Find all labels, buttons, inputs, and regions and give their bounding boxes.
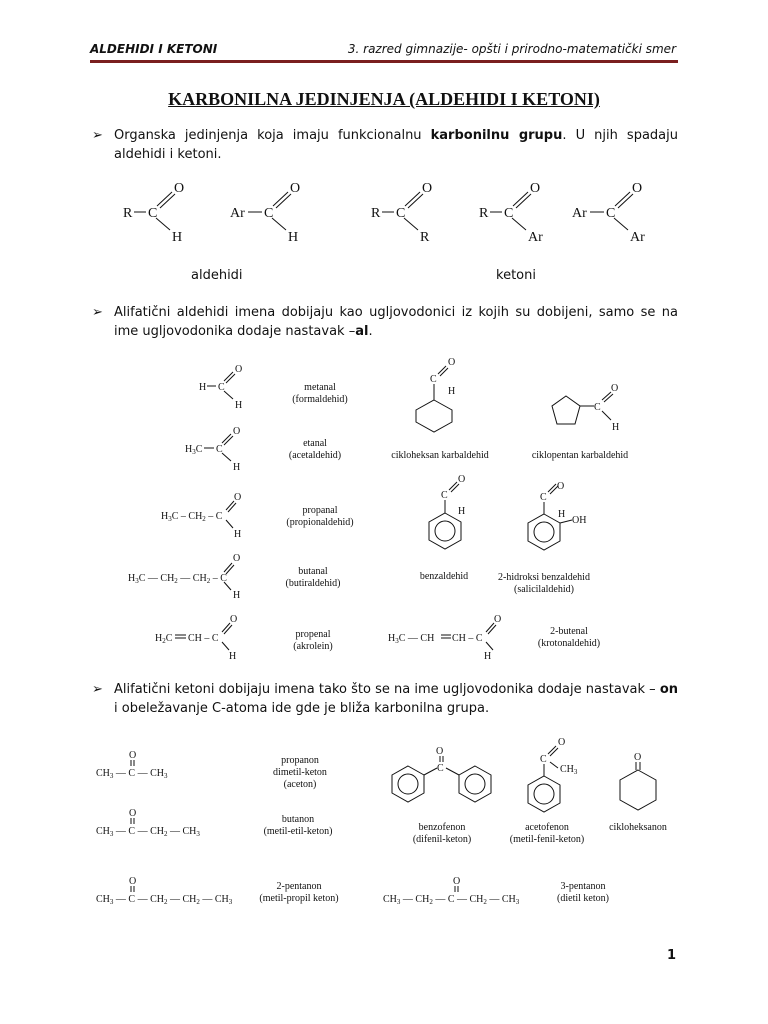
name-2-pentanon: 2-pentanon (metil-propil keton) <box>259 881 339 904</box>
svg-text:O: O <box>494 614 502 625</box>
svg-text:CH3: $CH_3$ <box>560 764 578 776</box>
svg-text:C: C <box>606 206 616 221</box>
formula-propanon <box>96 750 168 780</box>
name-ciklopentan-karbaldehid: ciklopentan karbaldehid <box>531 450 629 461</box>
svg-text:H: H <box>229 651 237 662</box>
svg-text:O: O <box>290 181 301 196</box>
header-right: 3. razred gimnazije- opšti i prirodno-matematički smer <box>347 42 676 56</box>
svg-text:C: C <box>216 444 223 455</box>
svg-text:C: C <box>594 402 601 413</box>
svg-text:O: O <box>129 808 137 819</box>
svg-text:H: H <box>234 529 242 540</box>
formula-cikloheksan-karbaldehid <box>416 357 455 432</box>
svg-text:Ar: Ar <box>528 230 543 245</box>
svg-text:O: O <box>233 553 241 564</box>
name-propenal: propenal (akrolein) <box>293 629 333 652</box>
aldehyde-rule-paragraph: ➢ Alifatični aldehidi imena dobijaju kao ugljovodonici iz kojih su dobijeni, samo se na ime ugljovodonika dodaje nastavak –al. <box>92 305 678 339</box>
svg-text:Ar: Ar <box>630 230 645 245</box>
svg-text:H: H <box>448 386 456 397</box>
name-2-butenal: 2-butenal (krotonaldehid) <box>537 626 601 649</box>
svg-text:Ar: Ar <box>230 206 245 221</box>
svg-text:R: R <box>479 206 489 221</box>
svg-text:C: C <box>148 206 158 221</box>
formula-ciklopentan-karbaldehid <box>552 383 619 433</box>
formula-butanal <box>128 553 240 601</box>
svg-text:O: O <box>458 474 466 485</box>
name-metanal: metanal (formaldehid) <box>292 382 348 405</box>
svg-text:Ar: Ar <box>572 206 587 221</box>
name-butanal: butanal (butiraldehid) <box>285 566 341 589</box>
svg-text:C: C <box>540 492 547 503</box>
intro-paragraph: ➢ Organska jedinjenja koja imaju funkcionalnu karbonilnu grupu. U njih spadaju aldehidi i ketoni. <box>92 128 678 162</box>
bullet-arrow-icon: ➢ <box>92 682 103 697</box>
name-cikloheksanon: cikloheksanon <box>609 822 667 833</box>
svg-text:C: C <box>504 206 514 221</box>
general-aldehyde-r <box>123 181 184 245</box>
svg-text:R: R <box>420 230 430 245</box>
svg-text:O: O <box>230 614 238 625</box>
svg-text:O: O <box>129 750 137 761</box>
svg-text:H3C – CH2 – C: $H_3C - CH_2$ – C <box>161 511 223 523</box>
svg-text:H: H <box>172 230 183 245</box>
svg-text:C: C <box>441 490 448 501</box>
svg-text:O: O <box>129 876 137 887</box>
page-title: KARBONILNA JEDINJENJA (ALDEHIDI I KETONI) <box>168 89 600 109</box>
formula-butanon <box>96 808 200 838</box>
svg-text:O: O <box>234 492 242 503</box>
formula-cikloheksanon <box>620 752 656 810</box>
label-aldehidi: aldehidi <box>191 268 243 283</box>
name-benzaldehid: benzaldehid <box>419 571 469 582</box>
svg-text:C: C <box>396 206 406 221</box>
page-number: 1 <box>667 948 677 963</box>
name-3-pentanon: 3-pentanon (dietil keton) <box>557 881 609 904</box>
formula-2-butenal <box>388 614 501 662</box>
general-ketone-arar <box>572 181 645 245</box>
svg-text:CH3 — C — CH2 — CH3: $CH_3$ — C — $CH_2$ — $CH_3$ <box>96 826 200 838</box>
ketone-rule-paragraph: ➢ Alifatični ketoni dobijaju imena tako što se na ime ugljovodonika dodaje nastavak – on i obeležavanje C-atoma ide gde je bliža karbonilna grupa. <box>92 682 678 716</box>
name-acetofenon: acetofenon (metil-fenil-keton) <box>509 822 585 845</box>
formula-propenal <box>155 614 237 662</box>
svg-text:R: R <box>371 206 381 221</box>
svg-text:CH3 — CH2 — C — CH2 — CH3: $CH_3$ — $CH_2$ — C — $CH_2$ — $CH_3$ <box>383 894 520 906</box>
svg-text:O: O <box>436 746 444 757</box>
name-salicilaldehid: 2-hidroksi benzaldehid (salicilaldehid) <box>498 572 590 595</box>
bullet-arrow-icon: ➢ <box>92 305 103 320</box>
formula-salicilaldehid <box>528 481 586 550</box>
svg-text:O: O <box>632 181 643 196</box>
svg-text:C: C <box>218 382 225 393</box>
formula-3-pentanon <box>383 876 520 906</box>
svg-text:C: C <box>264 206 274 221</box>
svg-text:O: O <box>611 383 619 394</box>
svg-text:H: H <box>235 400 243 411</box>
name-cikloheksan-karbaldehid: cikloheksan karbaldehid <box>391 450 489 461</box>
svg-text:CH3 — C — CH3: $CH_3$ — C — $CH_3$ <box>96 768 168 780</box>
svg-text:H: H <box>288 230 299 245</box>
formula-2-pentanon <box>96 876 233 906</box>
svg-text:OH: OH <box>572 515 587 526</box>
name-butanon: butanon (metil-etil-keton) <box>263 814 333 837</box>
general-ketone-rr <box>371 181 432 245</box>
svg-text:H: H <box>233 462 241 473</box>
svg-text:C: C <box>540 754 547 765</box>
svg-text:C: C <box>430 374 437 385</box>
svg-text:CH3 — C — CH2 — CH2 — CH3: $CH_3$ — C — $CH_2$ — $CH_2$ — $CH_3$ <box>96 894 233 906</box>
name-benzofenon: benzofenon (difenil-keton) <box>412 822 472 845</box>
svg-text:H: H <box>612 422 620 433</box>
label-ketoni: ketoni <box>496 268 536 283</box>
svg-text:H: H <box>558 509 566 520</box>
formula-acetofenon <box>528 737 578 812</box>
header-left: ALDEHIDI I KETONI <box>90 42 218 56</box>
general-ketone-rar <box>479 181 543 245</box>
name-etanal: etanal (acetaldehid) <box>288 438 342 461</box>
svg-text:H3C: $H_3C$ <box>185 444 203 456</box>
svg-text:H: H <box>458 506 466 517</box>
svg-text:H: H <box>233 590 241 601</box>
svg-text:O: O <box>634 752 642 763</box>
svg-text:H: H <box>199 382 207 393</box>
formula-etanal <box>185 426 240 473</box>
svg-text:O: O <box>557 481 565 492</box>
svg-text:H3C — CH2 — CH2 – C: $H_3C$ — $CH_2$ — $CH_2$ – C <box>128 573 227 585</box>
formula-benzofenon <box>392 746 491 802</box>
name-propanal: propanal (propionaldehid) <box>286 505 354 528</box>
svg-text:O: O <box>422 181 433 196</box>
svg-text:O: O <box>233 426 241 437</box>
svg-text:O: O <box>174 181 185 196</box>
bullet-arrow-icon: ➢ <box>92 128 103 143</box>
svg-text:C: C <box>437 763 444 774</box>
formula-metanal <box>199 364 242 411</box>
svg-text:H2C: $H_2C$ <box>155 633 173 645</box>
svg-text:CH – C: CH – C <box>188 633 219 644</box>
formula-benzaldehid <box>429 474 465 549</box>
svg-text:O: O <box>558 737 566 748</box>
svg-text:O: O <box>453 876 461 887</box>
svg-text:R: R <box>123 206 133 221</box>
svg-text:H: H <box>484 651 492 662</box>
svg-text:H3C — CH: $H_3C$ — CH <box>388 633 435 645</box>
name-propanon: propanon dimetil-keton (aceton) <box>273 755 327 790</box>
svg-text:CH – C: CH – C <box>452 633 483 644</box>
svg-text:O: O <box>235 364 243 375</box>
formula-propanal <box>161 492 241 540</box>
svg-text:O: O <box>530 181 541 196</box>
svg-text:O: O <box>448 357 456 368</box>
general-aldehyde-ar <box>230 181 300 245</box>
